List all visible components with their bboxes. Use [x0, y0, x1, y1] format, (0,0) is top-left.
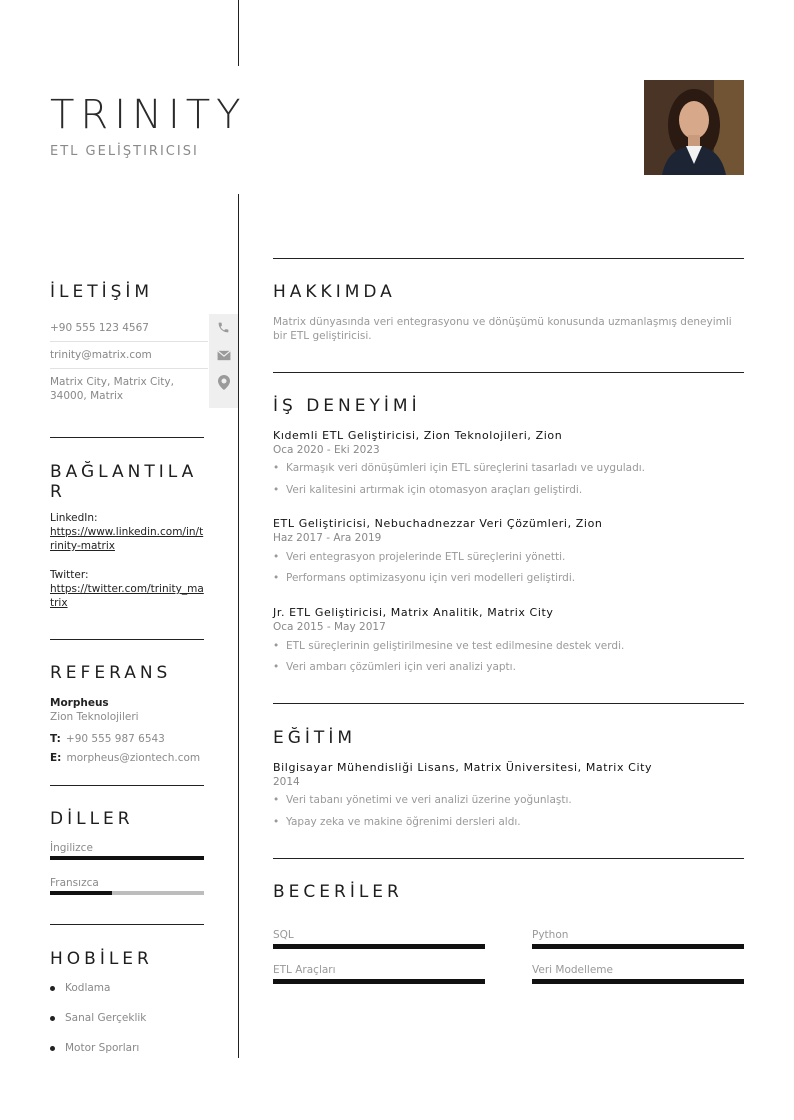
job-bullet-text: Karmaşık veri dönüşümleri için ETL süreçlerini tasarladı ve uyguladı.	[286, 462, 645, 474]
hobby-label: Motor Sporları	[65, 1042, 140, 1054]
job-bullet	[273, 572, 575, 584]
language-level-bar	[50, 856, 204, 860]
divider-top	[238, 0, 239, 66]
phone-icon	[209, 314, 238, 341]
job-date: Oca 2020 - Eki 2023	[273, 444, 380, 456]
section-rule	[273, 703, 744, 704]
about-section-title: HAKKIMDA	[273, 282, 396, 302]
reference-email: morpheus@ziontech.com	[66, 752, 201, 764]
bullet-marker: •	[273, 551, 280, 563]
job-title: Kıdemli ETL Geliştiricisi, Zion Teknolojileri, Zion	[273, 429, 563, 442]
twitter-link[interactable]: https://twitter.com/trinity_matrix	[50, 583, 204, 609]
job-bullet	[273, 640, 624, 652]
section-rule	[50, 437, 204, 438]
education-year: 2014	[273, 776, 300, 788]
section-rule	[50, 639, 204, 640]
bullet-dot	[50, 1016, 55, 1021]
reference-phone-label: T:	[50, 733, 61, 745]
skill-level-bar	[273, 979, 485, 984]
education-section-title: EĞİTİM	[273, 728, 356, 748]
education-degree: Bilgisayar Mühendisliği Lisans, Matrix Üniversitesi, Matrix City	[273, 761, 653, 774]
bullet-marker: •	[273, 462, 280, 474]
links-title-line1: BAĞLANTILA	[50, 462, 198, 482]
languages-section-title: DİLLER	[50, 809, 134, 829]
contact-separator	[50, 341, 208, 342]
bullet-marker: •	[273, 572, 280, 584]
profile-photo	[644, 80, 744, 175]
education-bullet-text: Yapay zeka ve makine öğrenimi dersleri aldı.	[286, 816, 521, 828]
bullet-marker: •	[273, 794, 280, 806]
linkedin-label: LinkedIn:	[50, 512, 98, 524]
twitter-block	[50, 568, 204, 610]
job-bullet	[273, 551, 565, 563]
job-bullet-text: Performans optimizasyonu için veri modelleri geliştirdi.	[286, 572, 576, 584]
hobby-item	[50, 1042, 139, 1054]
hobbies-section-title: HOBİLER	[50, 949, 153, 969]
contact-address: Matrix City, Matrix City, 34000, Matrix	[50, 376, 174, 402]
skill-label: ETL Araçları	[273, 964, 336, 976]
reference-name: Morpheus	[50, 697, 109, 709]
skill-level-bar	[273, 944, 485, 949]
reference-email-row	[50, 746, 204, 765]
bullet-dot	[50, 986, 55, 991]
job-date: Haz 2017 - Ara 2019	[273, 532, 382, 544]
bullet-marker: •	[273, 640, 280, 652]
language-level-fill	[50, 856, 204, 860]
language-name: İngilizce	[50, 842, 93, 854]
contact-section-title: İLETİŞİM	[50, 282, 154, 302]
reference-phone: +90 555 987 6543	[65, 733, 165, 745]
job-bullet-text: ETL süreçlerinin geliştirilmesine ve test edilmesine destek verdi.	[286, 640, 625, 652]
contact-separator	[50, 368, 208, 369]
sidebar-divider	[238, 194, 239, 1058]
section-rule	[273, 258, 744, 259]
hobby-label: Kodlama	[65, 982, 111, 994]
hobby-item	[50, 1012, 146, 1024]
education-bullet	[273, 794, 572, 806]
language-level-fill	[50, 891, 112, 895]
links-title-line2: R	[50, 482, 66, 502]
reference-company: Zion Teknolojileri	[50, 711, 139, 723]
education-bullet	[273, 816, 521, 828]
contact-phone: +90 555 123 4567	[50, 322, 149, 334]
skill-label: Python	[532, 929, 569, 941]
skills-section-title: BECERİLER	[273, 882, 403, 902]
job-bullet-text: Veri ambarı çözümleri için veri analizi yaptı.	[286, 661, 516, 673]
contact-icon-strip	[209, 314, 238, 408]
reference-phone-row	[50, 727, 204, 746]
hobby-label: Sanal Gerçeklik	[65, 1012, 147, 1024]
section-rule	[50, 785, 204, 786]
section-rule	[50, 924, 204, 925]
reference-email-label: E:	[50, 752, 62, 764]
about-text: Matrix dünyasında veri entegrasyonu ve dönüşümü konusunda uzmanlaşmış deneyimli bir ETL geliştiricisi.	[273, 316, 732, 342]
twitter-label: Twitter:	[50, 569, 89, 581]
section-rule	[273, 858, 744, 859]
job-bullet	[273, 462, 645, 474]
education-bullet-text: Veri tabanı yönetimi ve veri analizi üzerine yoğunlaştı.	[286, 794, 572, 806]
reference-section-title: REFERANS	[50, 663, 172, 683]
reference-block	[50, 696, 204, 765]
skill-level-bar	[532, 979, 744, 984]
job-title: ETL Geliştiricisi, Nebuchadnezzar Veri Çözümleri, Zion	[273, 517, 603, 530]
candidate-name: TRINITY	[50, 92, 247, 138]
bullet-marker: •	[273, 661, 280, 673]
job-bullet	[273, 484, 582, 496]
job-bullet-text: Veri kalitesini artırmak için otomasyon araçları geliştirdi.	[286, 484, 583, 496]
contact-email: trinity@matrix.com	[50, 349, 152, 361]
skill-level-bar	[532, 944, 744, 949]
section-rule	[273, 372, 744, 373]
job-date: Oca 2015 - May 2017	[273, 621, 386, 633]
language-name: Fransızca	[50, 877, 99, 889]
job-title: Jr. ETL Geliştiricisi, Matrix Analitik, Matrix City	[273, 606, 554, 619]
links-section-title	[50, 462, 204, 502]
candidate-title: ETL GELİŞTIRICISI	[50, 144, 199, 159]
job-bullet-text: Veri entegrasyon projelerinde ETL süreçlerini yönetti.	[286, 551, 566, 563]
job-bullet	[273, 661, 516, 673]
skill-label: Veri Modelleme	[532, 964, 613, 976]
bullet-dot	[50, 1046, 55, 1051]
bullet-marker: •	[273, 484, 280, 496]
linkedin-block	[50, 511, 204, 553]
bullet-marker: •	[273, 816, 280, 828]
location-pin-icon	[209, 369, 238, 396]
envelope-icon	[209, 342, 238, 369]
linkedin-link[interactable]: https://www.linkedin.com/in/trinity-matrix	[50, 526, 204, 552]
language-level-bar	[50, 891, 204, 895]
skill-label: SQL	[273, 929, 294, 941]
hobby-item	[50, 982, 110, 994]
experience-section-title: İŞ DENEYİMİ	[273, 396, 421, 416]
